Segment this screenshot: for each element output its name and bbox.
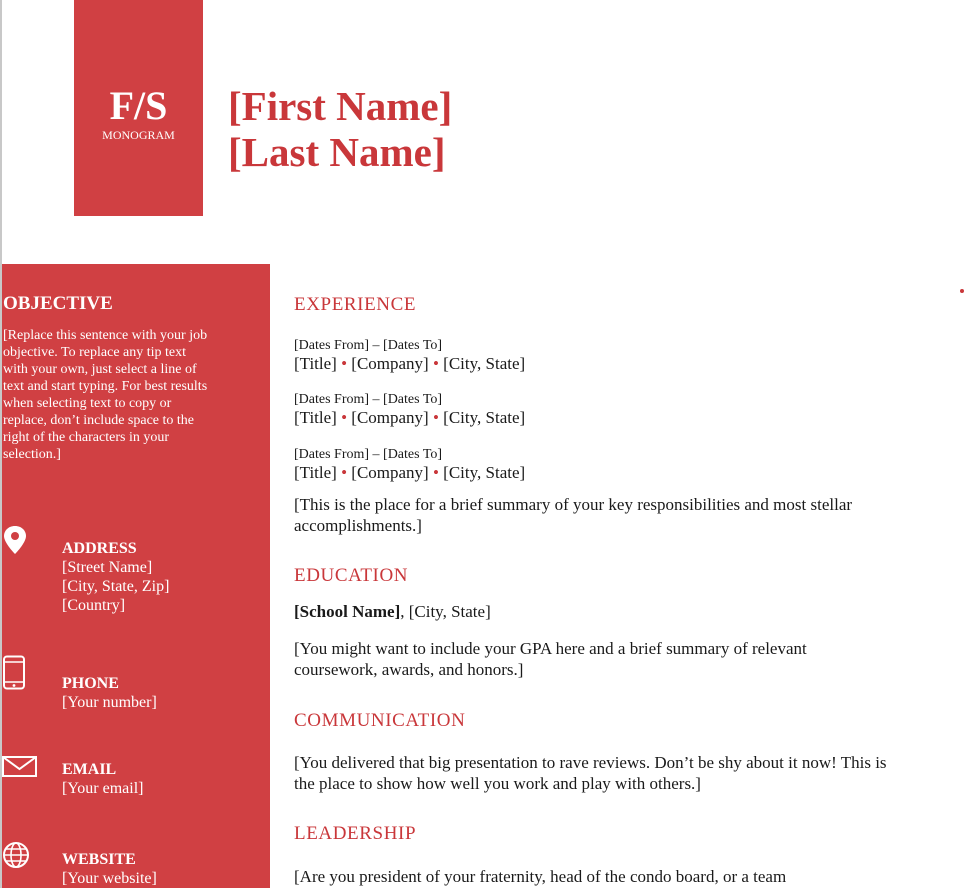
last-name[interactable]: [Last Name] [228, 129, 446, 175]
monogram-initials[interactable]: F/S [109, 83, 168, 128]
map-pin-icon [2, 525, 28, 555]
job-dates[interactable]: [Dates From] – [Dates To] [294, 338, 443, 353]
separator-dot: • [341, 463, 348, 482]
address-block [62, 539, 169, 615]
job-company[interactable]: [Company] [351, 354, 429, 373]
job-dates[interactable]: [Dates From] – [Dates To] [294, 447, 443, 462]
website-block [62, 850, 157, 888]
job-company[interactable]: [Company] [351, 463, 429, 482]
communication-text[interactable]: [You delivered that big presentation to rave reviews. Don’t be shy about it now! This is the place to show how well you work and play with others.] [294, 753, 887, 793]
email-block [62, 760, 143, 798]
separator-dot: • [432, 354, 439, 373]
experience-entry [294, 338, 525, 374]
phone-value[interactable]: [Your number] [62, 694, 157, 711]
job-location[interactable]: [City, State] [443, 408, 526, 427]
separator-dot: • [432, 408, 439, 427]
job-location[interactable]: [City, State] [443, 463, 526, 482]
job-line[interactable] [294, 408, 525, 428]
job-dates[interactable]: [Dates From] – [Dates To] [294, 392, 443, 407]
website-label[interactable]: WEBSITE [62, 851, 136, 868]
job-line[interactable] [294, 463, 525, 483]
school-location[interactable]: , [City, State] [400, 602, 491, 621]
globe-icon [2, 841, 30, 869]
leadership-heading[interactable]: LEADERSHIP [294, 823, 417, 844]
address-country[interactable]: [Country] [62, 597, 126, 614]
sidebar [2, 264, 270, 888]
job-title[interactable]: [Title] [294, 408, 337, 427]
address-city[interactable]: [City, State, Zip] [62, 578, 170, 595]
monogram-block [74, 0, 203, 216]
phone-icon [2, 655, 28, 691]
communication-heading[interactable]: COMMUNICATION [294, 710, 466, 731]
phone-label[interactable]: PHONE [62, 675, 119, 692]
address-label[interactable]: ADDRESS [62, 540, 137, 557]
mail-icon [2, 756, 38, 778]
paragraph-mark [960, 289, 964, 293]
separator-dot: • [341, 408, 348, 427]
monogram-label[interactable]: MONOGRAM [102, 128, 175, 142]
email-label[interactable]: EMAIL [62, 761, 117, 778]
experience-heading[interactable]: EXPERIENCE [294, 294, 417, 315]
experience-entry [294, 392, 525, 428]
separator-dot: • [432, 463, 439, 482]
job-line[interactable] [294, 354, 525, 374]
leadership-text[interactable]: [Are you president of your fraternity, head of the condo board, or a team [294, 867, 787, 886]
experience-summary[interactable]: [This is the place for a brief summary of your key responsibilities and most stellar accomplishments.] [294, 495, 853, 535]
job-title[interactable]: [Title] [294, 354, 337, 373]
first-name[interactable]: [First Name] [228, 83, 453, 129]
objective-text[interactable]: [Replace this sentence with your job objective. To replace any tip text with your own, just select a line of text and start typing. For best results when selecting text to copy or replace, don’t include space to the right of the characters in your selection.] [3, 328, 208, 462]
school-line[interactable] [294, 601, 894, 622]
experience-entry [294, 447, 525, 483]
job-company[interactable]: [Company] [351, 408, 429, 427]
website-value[interactable]: [Your website] [62, 870, 157, 887]
objective-heading[interactable]: OBJECTIVE [3, 293, 113, 314]
job-title[interactable]: [Title] [294, 463, 337, 482]
phone-block [62, 674, 157, 712]
education-summary[interactable]: [You might want to include your GPA here and a brief summary of relevant coursework, awards, and honors.] [294, 639, 807, 679]
email-value[interactable]: [Your email] [62, 780, 144, 797]
education-heading[interactable]: EDUCATION [294, 565, 409, 586]
job-location[interactable]: [City, State] [443, 354, 526, 373]
school-name[interactable]: [School Name] [294, 602, 401, 621]
address-street[interactable]: [Street Name] [62, 559, 153, 576]
separator-dot: • [341, 354, 348, 373]
